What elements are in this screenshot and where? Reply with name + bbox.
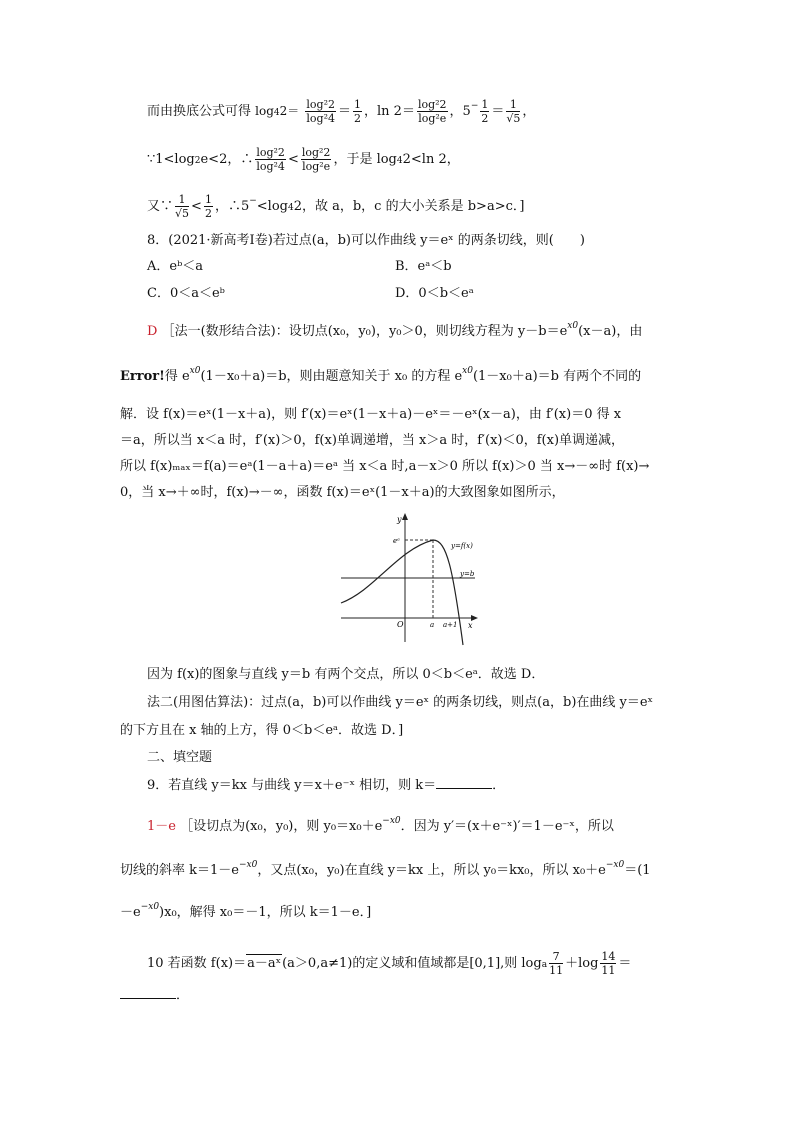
question-10: 10 若函数 f(x)＝a－aˣ(a＞0,a≠1)的定义域和值域都是[0,1],则 loga $\frac{7}{11}$ ＋log $\frac{14}{11}$ ＝	[147, 950, 632, 977]
function-graph	[335, 510, 485, 650]
question-10-answer-line: ．	[120, 986, 189, 1005]
answer-9: 1－e	[147, 819, 176, 834]
origin-label: O	[397, 620, 404, 629]
solution-8-line-6: 0，当 x→＋∞时，f(x)→－∞，函数 f(x)＝eˣ(1－x＋a)的大致图象如图所示，	[120, 485, 565, 500]
answer-blank[interactable]	[120, 986, 176, 999]
yb-label: y=b	[460, 570, 475, 578]
fraction: $\frac{1}{2}$	[354, 98, 362, 125]
fraction: $\frac{\text{log²2}}{\text{log²4}}$	[256, 146, 285, 173]
a-plus-1-label: a+1	[443, 621, 458, 629]
answer-blank[interactable]	[436, 776, 492, 789]
solution-8-line-5: 所以 f(x)ₘₐₓ＝f(a)＝eᵃ(1－a＋a)＝eᵃ 当 x＜a 时,a－x＞0 所以 f(x)＞0 当 x→－∞时 f(x)→	[120, 459, 650, 474]
answer-8: D	[147, 324, 158, 339]
solution-8-line-4: ＝a，所以当 x＜a 时，f′(x)＞0，f(x)单调递增，当 x＞a 时，f′(x)＜0，f(x)单调递减，	[120, 433, 625, 448]
fraction: $\frac{14}{11}$	[601, 950, 616, 977]
square-root: a－aˣ	[247, 956, 282, 971]
solution-9-line-1: 1－e ［设切点为(x₀，y₀)，则 $y_0=x_0+e^{-x0}$．因为 y′＝(x＋e⁻ˣ)′＝1－e⁻ˣ，所以	[147, 816, 614, 834]
fraction: $\frac{\text{log²2}}{\text{log²e}}$	[417, 98, 447, 125]
fx-label: y=f(x)	[451, 542, 473, 550]
fraction: $\frac{\text{log²2}}{\text{log²4}}$	[306, 98, 335, 125]
option-a: A．eᵇ＜a	[147, 259, 204, 274]
fraction: $\frac{1}{√5}$	[506, 98, 521, 125]
solution-8-line-9: 的下方且在 x 轴的上方，得 0＜b＜eᵃ．故选 D．]	[120, 723, 404, 738]
fraction: $\frac{1}{√5}$	[175, 193, 190, 220]
y-axis-arrow	[402, 513, 408, 520]
option-c: C．0＜a＜eᵇ	[147, 286, 225, 301]
fraction: $\frac{1}{2}$	[481, 98, 489, 125]
solution-8-line-2: Error!得 $e^{x0}(1-x_0+a)=b$，则由题意知关于 x₀ 的方程 $e^{x0}(1-x_0+a)=b$ 有两个不同的	[120, 366, 642, 384]
ea-label: eᵃ	[393, 537, 400, 545]
section-heading: 二、填空题	[147, 750, 213, 765]
solution-8-line-7: 因为 f(x)的图象与直线 y＝b 有两个交点，所以 0＜b＜eᵃ．故选 D．	[147, 667, 545, 682]
fraction: $\frac{\text{log²2}}{\text{log²e}}$	[301, 146, 331, 173]
solution-line-3: 又∵ $\frac{1}{√5}$ < $\frac{1}{2}$ ，∴5−<log42，故 a，b，c 的大小关系是 b>a>c．]	[147, 193, 525, 220]
curve-f-x	[341, 540, 463, 645]
y-axis-label: y	[397, 515, 402, 524]
solution-line-2: ∵1<log2e<2，∴ $\frac{\text{log²2}}{\text{log²4}}$ < $\frac{\text{log²2}}{\text{log²e}}$ ，于是 log42<ln 2，	[147, 146, 460, 173]
solution-9-line-3: $-e^{-x0})x_0$，解得 x₀＝－1，所以 k＝1－e．]	[120, 902, 372, 920]
question-9: 9．若直线 y＝kx 与曲线 y＝x＋e⁻ˣ 相切，则 k＝ ．	[147, 778, 506, 793]
x-axis-label: x	[468, 621, 473, 630]
option-b: B．eᵃ＜b	[395, 259, 452, 274]
question-8-stem: 8．(2021·新高考Ⅰ卷)若过点(a，b)可以作曲线 y＝eˣ 的两条切线，则( )	[147, 233, 585, 248]
fraction: $\frac{7}{11}$	[549, 950, 564, 977]
solution-line-1: 而由换底公式可得 log42＝ $\frac{\text{log²2}}{\text{log²4}}$ ＝ $\frac{1}{2}$ ，ln 2＝ $\frac{\text{log²2}}{\text{log²e}}$ ，5− $\frac{1}{2}$ ＝ $\frac{1}{√5}$ ，	[147, 98, 536, 125]
solution-8-line-8: 法二(用图估算法)：过点(a，b)可以作曲线 y＝eˣ 的两条切线，则点(a，b)在曲线 y＝eˣ	[147, 695, 654, 710]
a-label: a	[430, 621, 435, 629]
solution-8-line-3: 解．设 f(x)＝eˣ(1－x＋a)，则 f′(x)＝eˣ(1－x＋a)－eˣ＝－eˣ(x－a)，由 f′(x)＝0 得 x	[120, 407, 622, 422]
solution-8-line-1: D ［法一(数形结合法)：设切点(x₀，y₀)，y₀＞0，则切线方程为 $y-b=e^{x0}(x-a)$，由	[147, 321, 643, 339]
option-d: D．0＜b＜eᵃ	[395, 286, 474, 301]
fraction: $\frac{1}{2}$	[204, 193, 212, 220]
solution-9-line-2: 切线的斜率 $k=1-e^{-x0}$，又点(x₀，y₀)在直线 y＝kx 上，所以 y₀＝kx₀，所以 $x_0+e^{-x0}=(1$	[120, 860, 651, 878]
